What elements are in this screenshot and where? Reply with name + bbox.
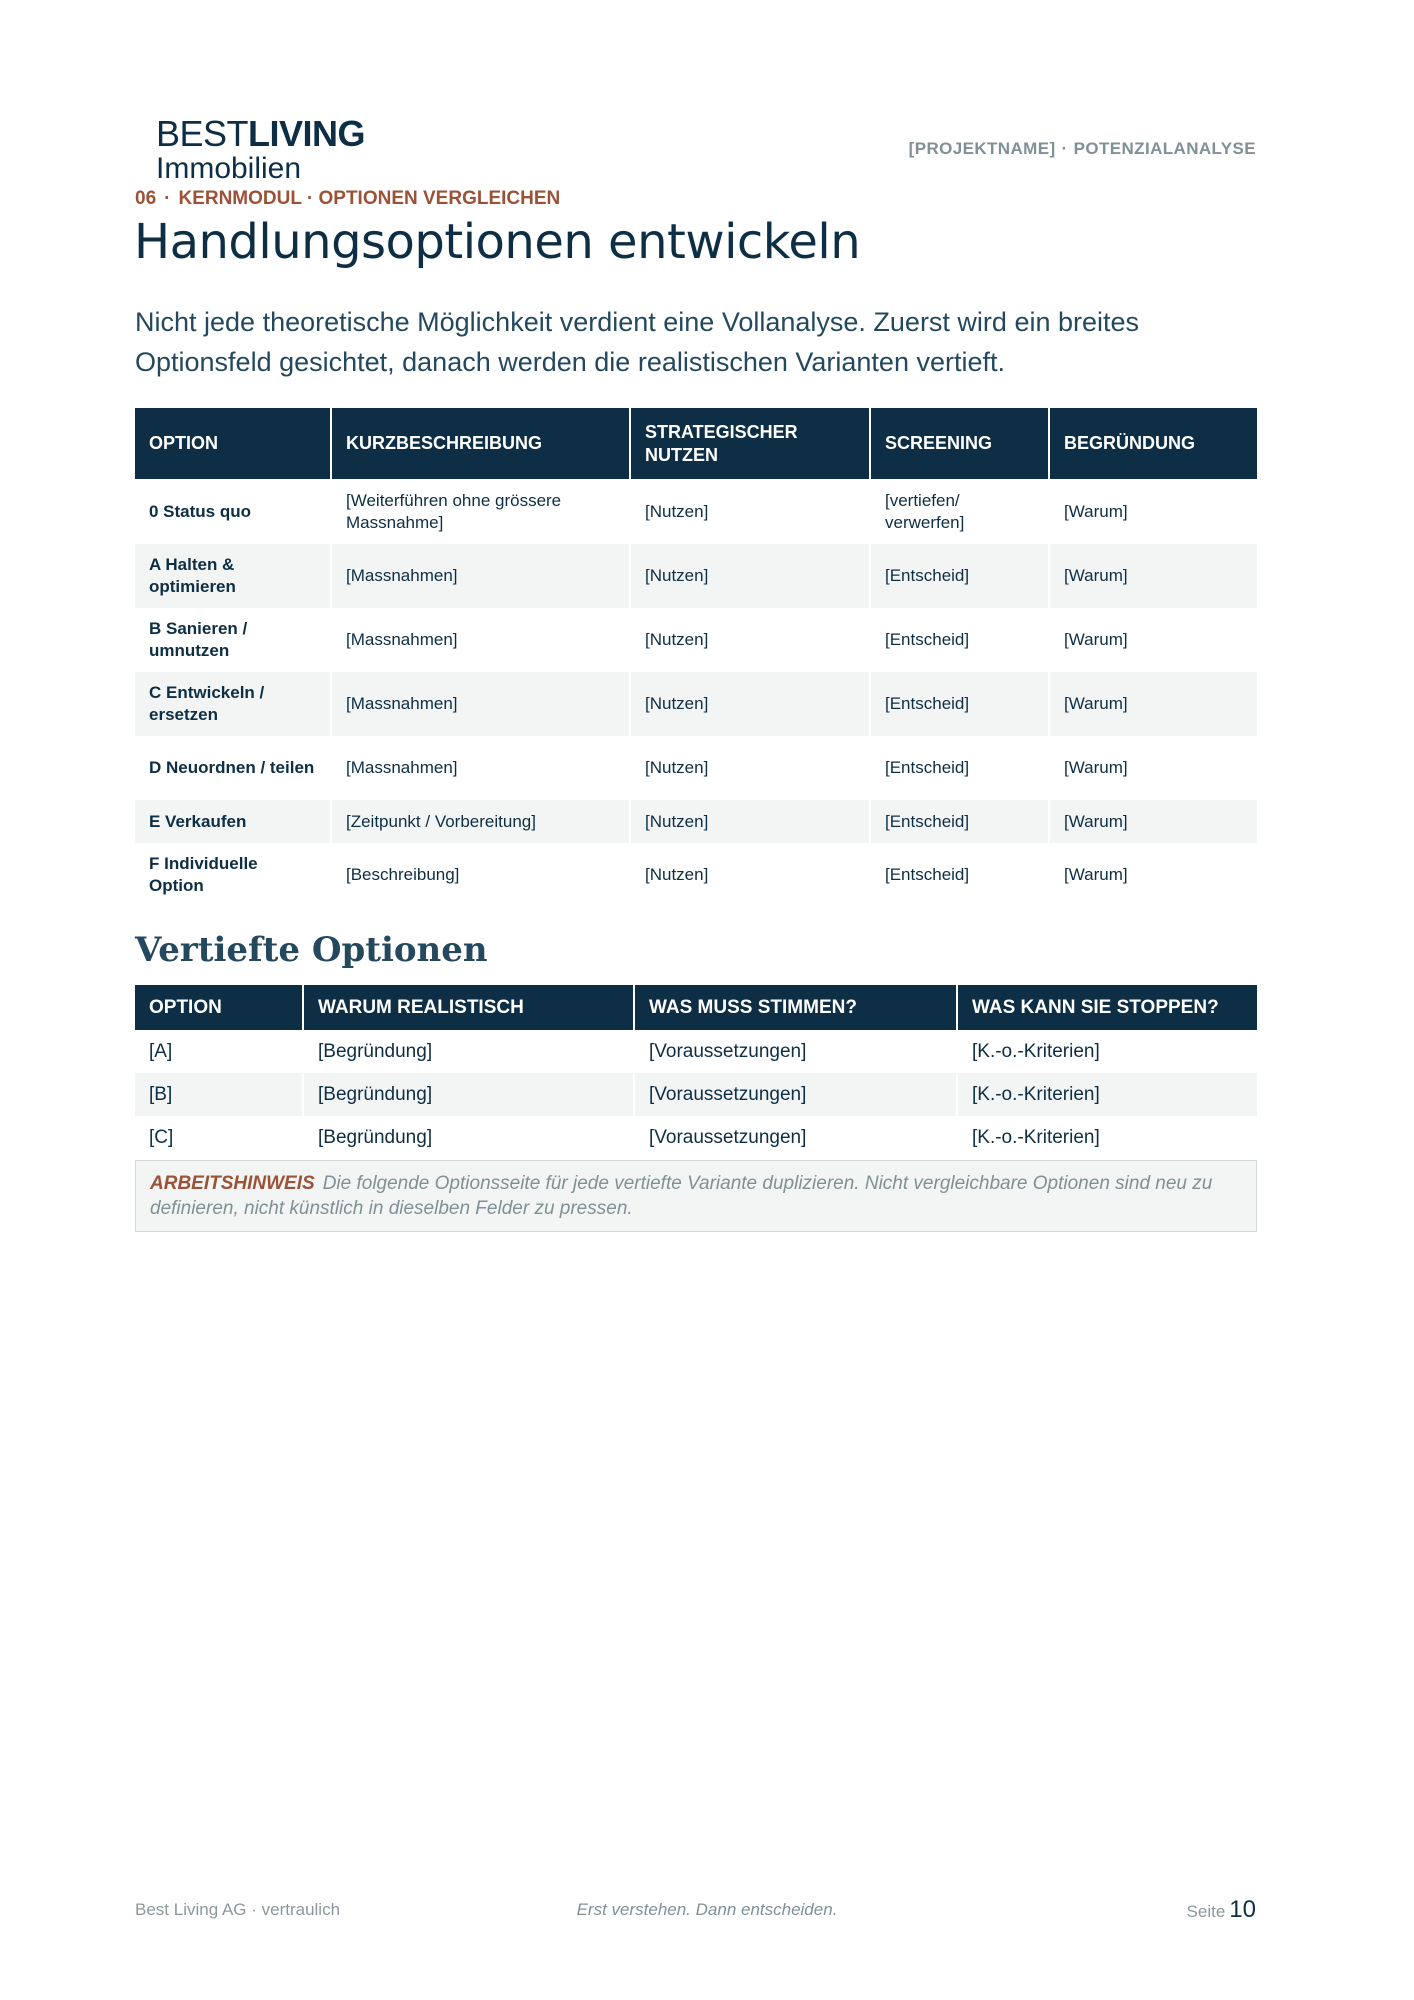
table-cell: [Warum] (1064, 630, 1128, 649)
page-label: Seite (1186, 1902, 1226, 1921)
table-cell: [K.-o.-Kriterien] (972, 1040, 1100, 1062)
table-cell: [Nutzen] (630, 800, 870, 843)
page-number-value: 10 (1229, 1896, 1256, 1923)
table-cell: [Warum] (1064, 758, 1128, 777)
section-label: KERNMODUL · OPTIONEN VERGLEICHEN (178, 188, 561, 209)
hint-label: ARBEITSHINWEIS (150, 1173, 315, 1194)
table-row (135, 1073, 1257, 1116)
table-cell: [Nutzen] (630, 544, 870, 608)
column-header: OPTION (135, 408, 331, 479)
column-header: WAS MUSS STIMMEN? (634, 985, 957, 1030)
section-title-deep-options: Vertiefte Optionen (135, 930, 488, 970)
table-cell: [Begründung] (303, 1030, 634, 1073)
work-hint-box (135, 1160, 1257, 1232)
table-cell: [K.-o.-Kriterien] (957, 1073, 1257, 1116)
table-cell: [Massnahmen] (331, 736, 630, 800)
table-cell: [Massnahmen] (331, 608, 630, 672)
section-number: 06 (135, 188, 157, 209)
table-header-row (135, 985, 1257, 1030)
table-row (135, 544, 1257, 608)
column-header: WARUM REALISTISCH (303, 985, 634, 1030)
table-cell: [Massnahmen] (331, 544, 630, 608)
table-cell: [Nutzen] (630, 672, 870, 736)
table-cell: [Nutzen] (630, 479, 870, 544)
section-eyebrow (135, 188, 560, 210)
table-cell: [Entscheid] (870, 736, 1049, 800)
table-row (135, 608, 1257, 672)
option-name: B Sanieren / umnutzen (135, 608, 331, 672)
header-doc-type: POTENZIALANALYSE (1073, 139, 1256, 158)
table-cell: [Begründung] (303, 1116, 634, 1159)
column-header: OPTION (135, 985, 303, 1030)
header-separator: · (1061, 139, 1068, 158)
table-row (135, 479, 1257, 544)
options-table (135, 408, 1257, 907)
column-header: KURZBESCHREIBUNG (331, 408, 630, 479)
table-cell: [Warum] (1049, 800, 1257, 843)
table-cell: [Beschreibung] (331, 843, 630, 907)
table-cell: [C] (135, 1116, 303, 1159)
table-cell: [K.-o.-Kriterien] (972, 1126, 1100, 1148)
footer-company: Best Living AG · vertraulich (135, 1900, 341, 1919)
table-cell: [Voraussetzungen] (634, 1030, 957, 1073)
table-cell: [Warum] (1064, 501, 1128, 521)
column-header: WAS KANN SIE STOPPEN? (957, 985, 1257, 1030)
table-cell: [Voraussetzungen] (634, 1116, 957, 1159)
logo-wordmark: BESTLIVING (156, 113, 366, 154)
column-header: STRATEGISCHER NUTZEN (630, 408, 870, 479)
lead-paragraph: Nicht jede theoretische Möglichkeit verdient eine Vollanalyse. Zuerst wird ein breites Optionsfeld gesichtet, danach werden die realistischen Varianten vertieft. (135, 307, 1140, 377)
table-cell: [Warum] (1049, 544, 1257, 608)
table-row (135, 672, 1257, 736)
page-number (1187, 1896, 1256, 1924)
table-cell: [Voraussetzungen] (634, 1073, 957, 1116)
table-row (135, 736, 1257, 800)
option-name: F Individuelle Option (135, 843, 331, 907)
table-cell: [Zeitpunkt / Vorbereitung] (331, 800, 630, 843)
table-row (135, 1116, 1257, 1159)
table-cell: [Massnahmen] (331, 672, 630, 736)
table-cell: [Begründung] (303, 1073, 634, 1116)
option-name: E Verkaufen (135, 800, 331, 843)
table-cell: [Warum] (1064, 865, 1128, 884)
deep-options-table (135, 985, 1257, 1159)
table-row (135, 843, 1257, 907)
table-cell: [Entscheid] (870, 672, 1049, 736)
company-logo (156, 113, 366, 185)
table-cell: [Entscheid] (870, 544, 1049, 608)
footer-slogan: Erst verstehen. Dann entscheiden. (576, 1900, 838, 1919)
table-cell: [Weiterführen ohne grössere Massnahme] (331, 479, 630, 544)
table-header-row (135, 408, 1257, 479)
column-header: BEGRÜNDUNG (1049, 408, 1257, 479)
hint-text: Die folgende Optionsseite für jede vertiefte Variante duplizieren. Nicht vergleichbare Optionen sind neu zu definieren, nicht künstlich in dieselben Felder zu pressen. (150, 1173, 1213, 1219)
header-project: [PROJEKTNAME] (908, 139, 1056, 158)
table-cell: [Entscheid] (870, 800, 1049, 843)
option-name: D Neuordnen / teilen (135, 736, 331, 800)
table-cell: [Nutzen] (630, 843, 870, 907)
table-row (135, 800, 1257, 843)
table-cell: [B] (135, 1073, 303, 1116)
option-name: 0 Status quo (135, 479, 331, 544)
table-cell: [Entscheid] (870, 608, 1049, 672)
table-cell: [A] (135, 1030, 303, 1073)
running-header (909, 139, 1256, 159)
logo-subline: Immobilien (156, 152, 302, 185)
option-name: C Entwickeln / ersetzen (135, 672, 331, 736)
table-cell: [Nutzen] (630, 736, 870, 800)
page-title: Handlungsoptionen entwickeln (134, 214, 861, 270)
table-row (135, 1030, 1257, 1073)
table-cell: [Warum] (1049, 672, 1257, 736)
table-cell: [Entscheid] (870, 843, 1049, 907)
table-cell: [Nutzen] (630, 608, 870, 672)
section-separator: · (164, 188, 171, 209)
table-cell: [vertiefen/ verwerfen] (870, 479, 1049, 544)
option-name: A Halten & optimieren (135, 544, 331, 608)
column-header: SCREENING (870, 408, 1049, 479)
